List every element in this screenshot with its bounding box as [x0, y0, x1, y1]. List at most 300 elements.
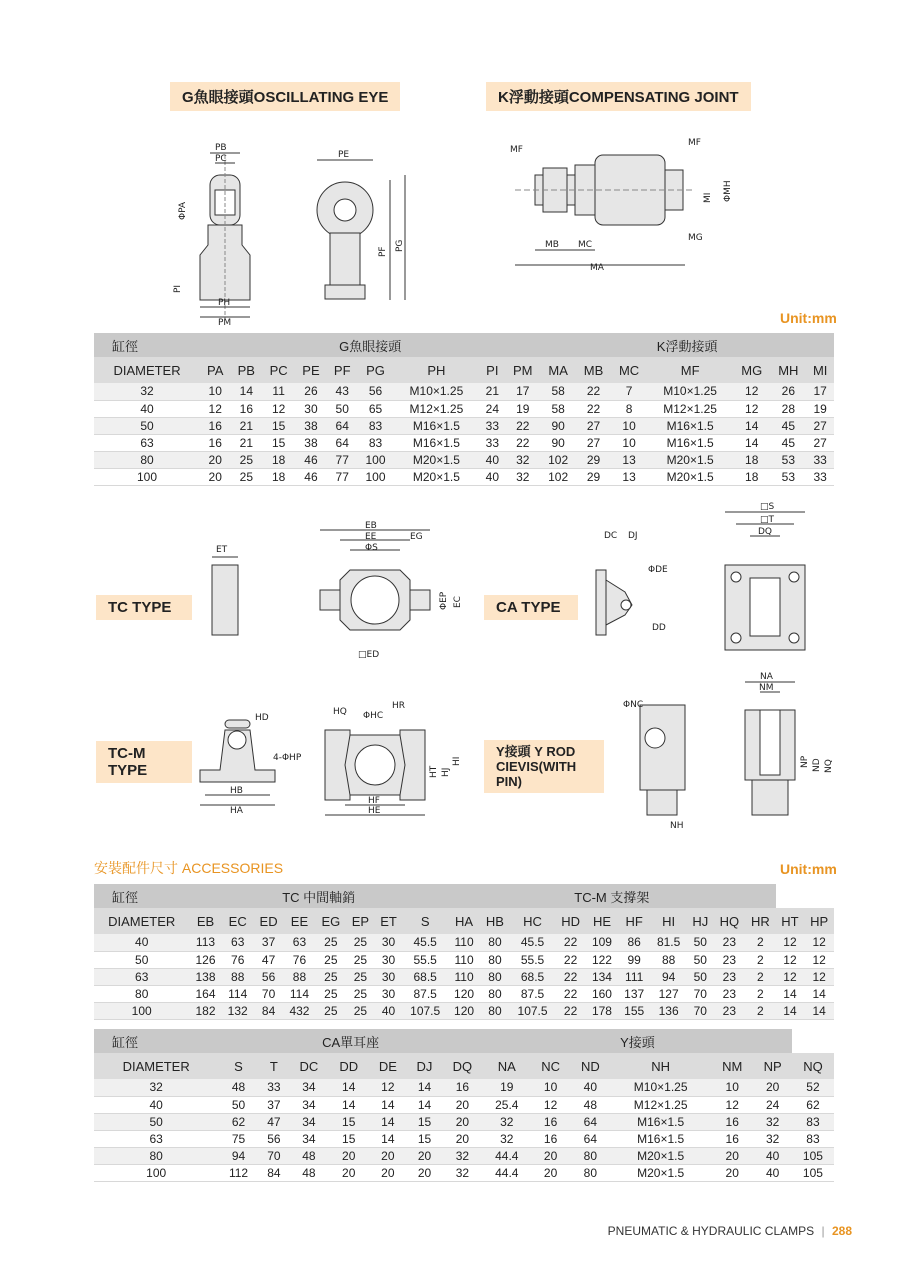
table-cell: M16×1.5 — [647, 417, 733, 434]
column-header: ND — [570, 1053, 610, 1079]
table-cell: 15 — [329, 1113, 369, 1130]
table-cell: 62 — [218, 1113, 258, 1130]
table-cell: 164 — [189, 985, 221, 1002]
dim-label: NA — [760, 672, 773, 682]
table-cell: 63 — [94, 434, 200, 451]
table-cell: 14 — [776, 985, 805, 1002]
table-cell: 80 — [480, 934, 510, 951]
table-cell: 33 — [806, 451, 834, 468]
table-cell: 63 — [222, 934, 254, 951]
table-cell: 47 — [254, 951, 284, 968]
table-cell: 25 — [346, 968, 375, 985]
unit-label-1: Unit:mm — [780, 310, 837, 326]
table-cell: 19 — [505, 400, 540, 417]
column-header: EP — [346, 908, 375, 934]
table-cell: 55.5 — [402, 951, 448, 968]
table-cell: 20 — [329, 1147, 369, 1164]
tc-type-drawing — [200, 521, 470, 665]
table-cell: 23 — [714, 1002, 746, 1019]
column-header: MG — [733, 357, 770, 383]
table-row — [94, 400, 834, 417]
table-cell: 32 — [94, 1079, 218, 1096]
table-row — [94, 1113, 834, 1130]
table-cell: 122 — [586, 951, 618, 968]
table-row — [94, 383, 834, 400]
table-cell: 33 — [479, 434, 505, 451]
column-header: HP — [804, 908, 834, 934]
footer-text: PNEUMATIC & HYDRAULIC CLAMPS — [607, 1224, 815, 1238]
column-header: S — [218, 1053, 258, 1079]
table-cell: 40 — [94, 934, 189, 951]
table-cell: 53 — [770, 451, 806, 468]
table-cell: 12 — [776, 951, 805, 968]
table-cell: 114 — [222, 985, 254, 1002]
table-cell: 40 — [94, 400, 200, 417]
table-cell: 37 — [259, 1096, 289, 1113]
table-cell: 2 — [745, 968, 776, 985]
table-cell: 32 — [442, 1164, 483, 1181]
table-cell: 14 — [230, 383, 262, 400]
table-cell: 68.5 — [510, 968, 556, 985]
compensating-joint-label: K浮動接頭COMPENSATING JOINT — [486, 82, 751, 111]
dim-label: MF — [688, 138, 701, 148]
table-cell: 53 — [770, 468, 806, 485]
dim-label: EB — [365, 521, 377, 531]
dim-label: NQ — [824, 759, 834, 773]
table-cell: 80 — [480, 1002, 510, 1019]
column-header: EC — [222, 908, 254, 934]
table-cell: 20 — [407, 1147, 442, 1164]
table-cell: 56 — [358, 383, 394, 400]
table-cell: 137 — [618, 985, 650, 1002]
dim-label: HA — [230, 806, 243, 816]
table-cell: 21 — [479, 383, 505, 400]
table-cell: 70 — [687, 1002, 714, 1019]
column-header: MC — [611, 357, 647, 383]
table-cell: 16 — [200, 434, 230, 451]
dim-label: ΦNC — [623, 700, 644, 710]
group-header: K浮動接頭 — [540, 333, 834, 357]
dim-label: □S — [760, 502, 775, 512]
table-cell: 48 — [218, 1079, 258, 1096]
table-cell: 27 — [806, 417, 834, 434]
table-cell: 16 — [200, 417, 230, 434]
dim-label: ND — [812, 758, 822, 772]
table-cell: 38 — [295, 417, 327, 434]
table-cell: 2 — [745, 951, 776, 968]
table-cell: 14 — [733, 417, 770, 434]
table-cell: 14 — [407, 1079, 442, 1096]
table-cell: 10 — [531, 1079, 571, 1096]
table-row — [94, 951, 834, 968]
column-header: NC — [531, 1053, 571, 1079]
column-header: HR — [745, 908, 776, 934]
table-cell: 64 — [327, 434, 358, 451]
column-header: HC — [510, 908, 556, 934]
table-cell: 20 — [329, 1164, 369, 1181]
table-cell: 20 — [711, 1164, 753, 1181]
dim-label: PH — [218, 298, 231, 308]
table-cell: 26 — [770, 383, 806, 400]
tc-type-label: TC TYPE — [96, 595, 192, 620]
table-cell: 105 — [792, 1147, 834, 1164]
column-header: DC — [289, 1053, 329, 1079]
table-row — [94, 1164, 834, 1181]
table-cell: 12 — [776, 968, 805, 985]
column-header: DIAMETER — [94, 908, 189, 934]
dim-label: MF — [510, 145, 523, 155]
table-cell: 105 — [792, 1164, 834, 1181]
column-header: DJ — [407, 1053, 442, 1079]
table-cell: 65 — [358, 400, 394, 417]
dim-label: □T — [760, 515, 775, 525]
table-cell: 20 — [442, 1130, 483, 1147]
spec-table-tc-tcm — [94, 884, 834, 1020]
table-cell: 18 — [733, 468, 770, 485]
table-cell: 182 — [189, 1002, 221, 1019]
table-cell: 20 — [753, 1079, 792, 1096]
column-header: S — [402, 908, 448, 934]
column-header: HE — [586, 908, 618, 934]
table-cell: 14 — [407, 1096, 442, 1113]
table-row — [94, 468, 834, 485]
table-cell: 34 — [289, 1096, 329, 1113]
table-cell: 20 — [442, 1113, 483, 1130]
ca-type-drawing — [590, 500, 820, 665]
table-cell: M16×1.5 — [393, 434, 479, 451]
dim-label: HT — [429, 765, 439, 778]
table-row — [94, 1130, 834, 1147]
accessories-title: 安裝配件尺寸 ACCESSORIES — [94, 860, 284, 876]
table-cell: 33 — [479, 417, 505, 434]
table-cell: 32 — [483, 1130, 531, 1147]
table-cell: 21 — [230, 417, 262, 434]
table-cell: 138 — [189, 968, 221, 985]
dim-label: □ED — [358, 650, 380, 660]
table-cell: 47 — [259, 1113, 289, 1130]
table-cell: 14 — [369, 1096, 408, 1113]
table-cell: 27 — [806, 434, 834, 451]
unit-label-2: Unit:mm — [780, 861, 837, 877]
column-header: DD — [329, 1053, 369, 1079]
table-cell: 25 — [316, 985, 347, 1002]
table-cell: M20×1.5 — [647, 451, 733, 468]
dim-label: PE — [338, 150, 350, 160]
table-cell: 178 — [586, 1002, 618, 1019]
table-cell: 77 — [327, 451, 358, 468]
table-cell: 80 — [94, 1147, 218, 1164]
table-cell: 22 — [505, 434, 540, 451]
table-cell: 40 — [570, 1079, 610, 1096]
table-cell: 18 — [262, 451, 295, 468]
table-cell: 102 — [540, 451, 576, 468]
column-header: NA — [483, 1053, 531, 1079]
table-cell: 24 — [479, 400, 505, 417]
column-header: PG — [358, 357, 394, 383]
table-cell: 63 — [94, 1130, 218, 1147]
table-cell: 30 — [295, 400, 327, 417]
column-header: T — [259, 1053, 289, 1079]
dim-label: PB — [215, 143, 227, 153]
table-cell: 12 — [711, 1096, 753, 1113]
table-cell: 25 — [230, 468, 262, 485]
table-cell: 16 — [711, 1130, 753, 1147]
table-cell: 25 — [346, 934, 375, 951]
table-cell: 32 — [753, 1130, 792, 1147]
dim-label: HI — [452, 756, 462, 766]
table-cell: 33 — [259, 1079, 289, 1096]
table-cell: 126 — [189, 951, 221, 968]
table-cell: M16×1.5 — [647, 434, 733, 451]
dim-label: DJ — [628, 531, 638, 541]
column-header: HA — [448, 908, 480, 934]
table-cell: 80 — [570, 1147, 610, 1164]
table-cell: 50 — [687, 951, 714, 968]
table-cell: 22 — [576, 400, 611, 417]
table-cell: 10 — [611, 417, 647, 434]
column-header: MH — [770, 357, 806, 383]
dim-label: MG — [688, 233, 703, 243]
table-cell: 50 — [687, 934, 714, 951]
table-cell: 14 — [776, 1002, 805, 1019]
table-cell: 22 — [555, 951, 586, 968]
table-cell: M16×1.5 — [610, 1130, 711, 1147]
table-cell: 38 — [295, 434, 327, 451]
table-cell: 10 — [711, 1079, 753, 1096]
table-cell: 22 — [576, 383, 611, 400]
table-cell: 87.5 — [510, 985, 556, 1002]
table-cell: 80 — [480, 985, 510, 1002]
table-cell: 20 — [369, 1147, 408, 1164]
table-cell: 12 — [804, 934, 834, 951]
page-number: 288 — [831, 1224, 852, 1238]
table-cell: 100 — [358, 468, 394, 485]
table-cell: 30 — [375, 951, 403, 968]
table-cell: 56 — [254, 968, 284, 985]
table-cell: 110 — [448, 934, 480, 951]
table-cell: 27 — [576, 434, 611, 451]
table-cell: 48 — [289, 1164, 329, 1181]
dim-label: EE — [365, 532, 377, 542]
table-cell: 88 — [283, 968, 315, 985]
table-cell: 33 — [806, 468, 834, 485]
dim-label: NM — [759, 683, 774, 693]
column-header: DQ — [442, 1053, 483, 1079]
table-cell: 15 — [407, 1130, 442, 1147]
table-row — [94, 451, 834, 468]
table-cell: 17 — [505, 383, 540, 400]
table-cell: 107.5 — [402, 1002, 448, 1019]
table-cell: 25 — [316, 951, 347, 968]
table-cell: 20 — [531, 1164, 571, 1181]
table-cell: 37 — [254, 934, 284, 951]
table-cell: 80 — [570, 1164, 610, 1181]
table-cell: M10×1.25 — [647, 383, 733, 400]
table-cell: 80 — [480, 968, 510, 985]
table-cell: 23 — [714, 985, 746, 1002]
table-cell: 25 — [230, 451, 262, 468]
y-rod-label: Y接頭 Y ROD CIEVIS(WITH PIN) — [484, 740, 604, 793]
table-row — [94, 1096, 834, 1113]
table-cell: 76 — [222, 951, 254, 968]
table-cell: 32 — [753, 1113, 792, 1130]
table-row — [94, 1147, 834, 1164]
table-cell: M16×1.5 — [393, 417, 479, 434]
table-cell: 68.5 — [402, 968, 448, 985]
table-row — [94, 985, 834, 1002]
column-header: PE — [295, 357, 327, 383]
dim-label: MB — [545, 240, 559, 250]
table-cell: 15 — [262, 417, 295, 434]
table-cell: 20 — [711, 1147, 753, 1164]
spec-table-g-k — [94, 333, 834, 486]
table-cell: 12 — [262, 400, 295, 417]
table-cell: 50 — [327, 400, 358, 417]
table-cell: 107.5 — [510, 1002, 556, 1019]
dim-label: ΦPA — [178, 201, 188, 220]
table-cell: 83 — [358, 417, 394, 434]
table-cell: 16 — [442, 1079, 483, 1096]
group-header: 缸徑 — [94, 333, 200, 357]
table-cell: 26 — [295, 383, 327, 400]
table-cell: 80 — [94, 451, 200, 468]
group-header: Y接頭 — [483, 1029, 792, 1053]
table-cell: 12 — [200, 400, 230, 417]
table-cell: 64 — [570, 1130, 610, 1147]
table-cell: 132 — [222, 1002, 254, 1019]
spec-table-ca-y — [94, 1029, 834, 1182]
table-cell: 15 — [329, 1130, 369, 1147]
group-header: TC-M 支撐架 — [448, 884, 776, 908]
table-cell: M20×1.5 — [393, 451, 479, 468]
table-cell: 25 — [346, 951, 375, 968]
table-cell: 12 — [531, 1096, 571, 1113]
table-cell: 83 — [792, 1130, 834, 1147]
table-cell: 45 — [770, 434, 806, 451]
table-cell: 20 — [369, 1164, 408, 1181]
table-cell: 34 — [289, 1130, 329, 1147]
table-cell: 90 — [540, 434, 576, 451]
table-cell: 24 — [753, 1096, 792, 1113]
table-cell: 32 — [94, 383, 200, 400]
table-cell: 2 — [745, 1002, 776, 1019]
dim-label: HF — [368, 796, 380, 806]
table-cell: 44.4 — [483, 1164, 531, 1181]
dim-label: DQ — [758, 527, 773, 537]
column-header: HJ — [687, 908, 714, 934]
table-cell: 20 — [407, 1164, 442, 1181]
table-cell: 12 — [369, 1079, 408, 1096]
table-cell: 70 — [254, 985, 284, 1002]
dim-label: NP — [800, 755, 810, 768]
column-header: MA — [540, 357, 576, 383]
table-cell: 48 — [289, 1147, 329, 1164]
column-header: PM — [505, 357, 540, 383]
table-cell: 23 — [714, 968, 746, 985]
table-cell: 14 — [329, 1079, 369, 1096]
group-header: CA單耳座 — [218, 1029, 483, 1053]
table-cell: M16×1.5 — [610, 1113, 711, 1130]
table-cell: 21 — [230, 434, 262, 451]
table-cell: M12×1.25 — [610, 1096, 711, 1113]
table-cell: 88 — [650, 951, 687, 968]
table-cell: 27 — [576, 417, 611, 434]
table-cell: 14 — [733, 434, 770, 451]
table-cell: 15 — [262, 434, 295, 451]
table-cell: 76 — [283, 951, 315, 968]
table-cell: M20×1.5 — [647, 468, 733, 485]
table-cell: 109 — [586, 934, 618, 951]
table-cell: 16 — [531, 1113, 571, 1130]
table-cell: 136 — [650, 1002, 687, 1019]
table-cell: 100 — [94, 1164, 218, 1181]
dim-label: EG — [410, 532, 423, 542]
column-header: HT — [776, 908, 805, 934]
dim-label: EC — [453, 596, 463, 608]
table-cell: 58 — [540, 400, 576, 417]
table-cell: 12 — [733, 383, 770, 400]
column-header: HF — [618, 908, 650, 934]
column-header: PH — [393, 357, 479, 383]
table-cell: 100 — [94, 468, 200, 485]
table-cell: M20×1.5 — [610, 1147, 711, 1164]
column-header: MF — [647, 357, 733, 383]
column-header: ED — [254, 908, 284, 934]
table-cell: 99 — [618, 951, 650, 968]
table-cell: 81.5 — [650, 934, 687, 951]
dim-label: HQ — [333, 707, 347, 717]
group-header: G魚眼接頭 — [200, 333, 540, 357]
table-row — [94, 434, 834, 451]
table-cell: 30 — [375, 934, 403, 951]
table-cell: 44.4 — [483, 1147, 531, 1164]
column-header: ET — [375, 908, 403, 934]
table-cell: 14 — [369, 1130, 408, 1147]
table-cell: 52 — [792, 1079, 834, 1096]
column-header: DIAMETER — [94, 1053, 218, 1079]
table-cell: 58 — [540, 383, 576, 400]
table-cell: 12 — [733, 400, 770, 417]
table-cell: 16 — [230, 400, 262, 417]
dim-label: MA — [590, 263, 604, 273]
table-row — [94, 968, 834, 985]
table-row — [94, 934, 834, 951]
column-header: NH — [610, 1053, 711, 1079]
column-header: PI — [479, 357, 505, 383]
table-cell: 75 — [218, 1130, 258, 1147]
table-cell: 12 — [804, 968, 834, 985]
table-cell: 20 — [200, 451, 230, 468]
table-cell: 432 — [283, 1002, 315, 1019]
table-cell: 10 — [611, 434, 647, 451]
table-cell: 155 — [618, 1002, 650, 1019]
column-header: EG — [316, 908, 347, 934]
dim-label: 4-ΦHP — [273, 753, 302, 763]
table-cell: 102 — [540, 468, 576, 485]
table-cell: 46 — [295, 468, 327, 485]
table-cell: 14 — [804, 985, 834, 1002]
table-cell: 70 — [259, 1147, 289, 1164]
table-cell: 40 — [753, 1147, 792, 1164]
column-header: PA — [200, 357, 230, 383]
table-cell: 25 — [346, 985, 375, 1002]
table-cell: 50 — [94, 951, 189, 968]
table-cell: 25 — [316, 934, 347, 951]
table-cell: 94 — [218, 1147, 258, 1164]
table-cell: 18 — [262, 468, 295, 485]
table-cell: 110 — [448, 951, 480, 968]
table-cell: 90 — [540, 417, 576, 434]
